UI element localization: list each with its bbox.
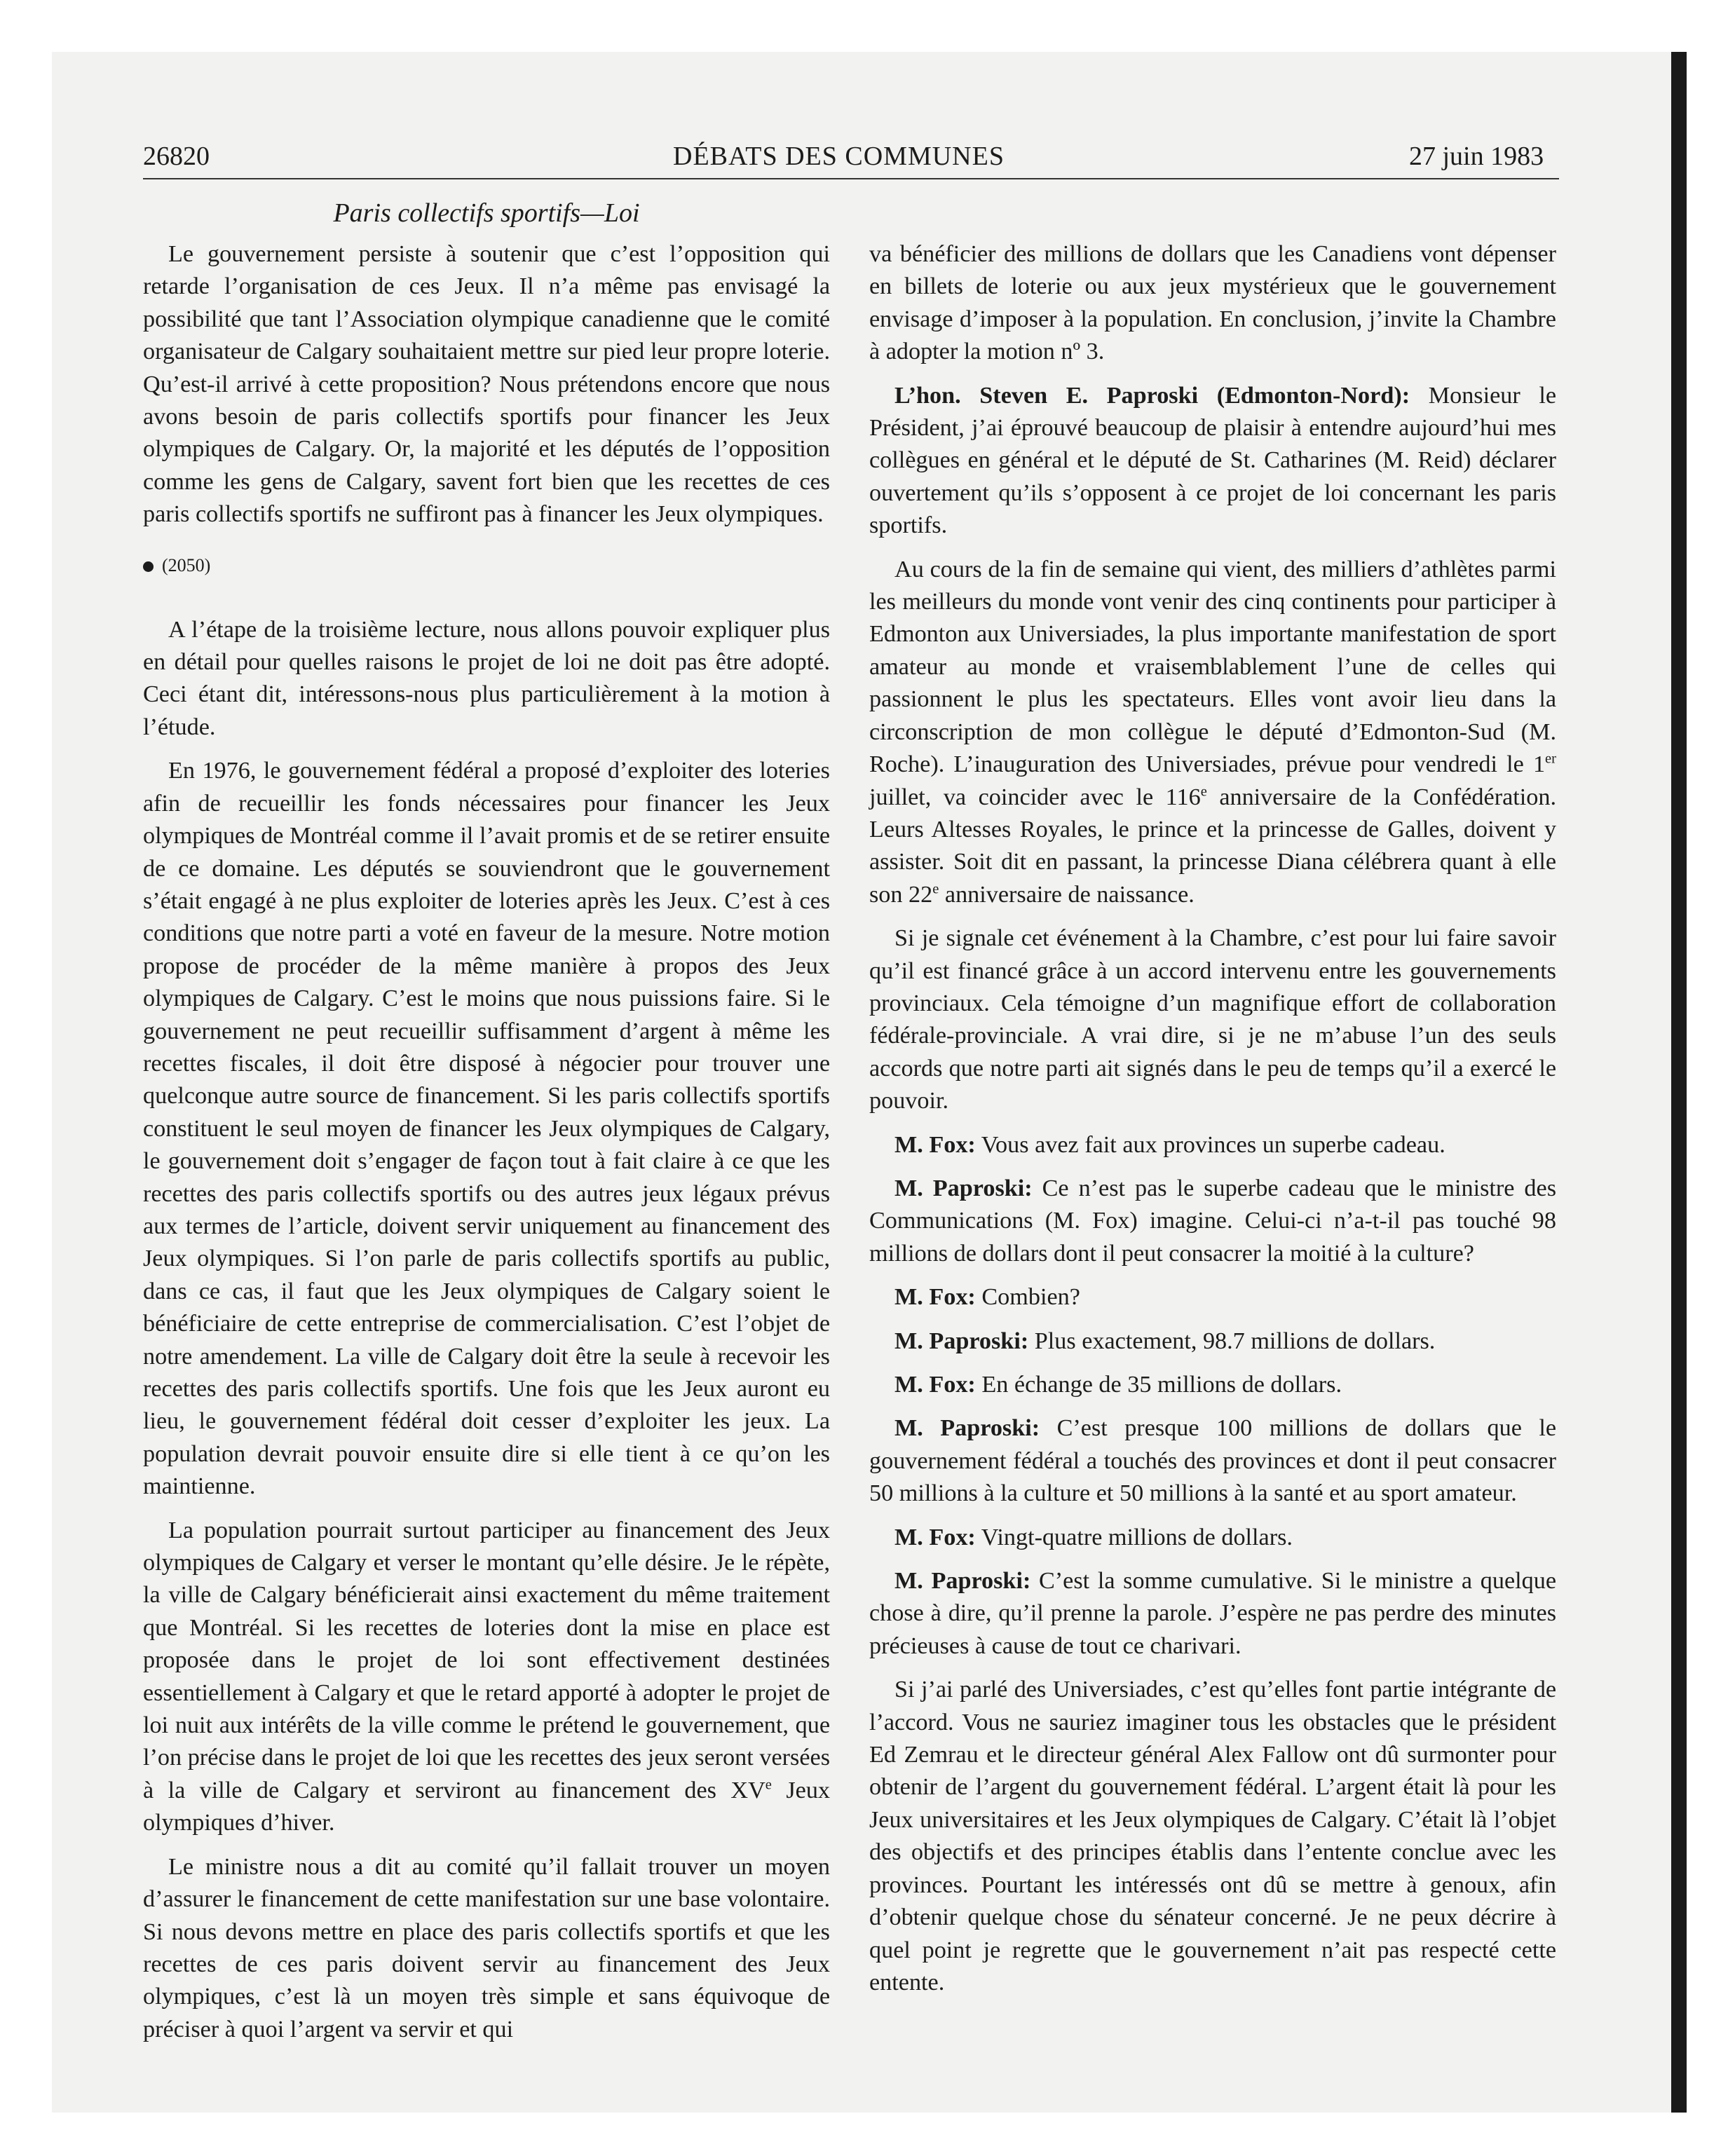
superscript: e [765, 1777, 772, 1793]
speech [869, 1173, 1556, 1270]
running-title: DÉBATS DES COMMUNES [673, 142, 1005, 171]
speech [869, 1281, 1556, 1314]
speech [869, 1565, 1556, 1663]
issue-date: 27 juin 1983 [1409, 142, 1544, 171]
superscript: er [1545, 751, 1556, 767]
speech [869, 1325, 1556, 1358]
paragraph [869, 554, 1556, 911]
page-edge-shadow [1671, 52, 1687, 2113]
speech [869, 380, 1556, 543]
paragraph-text: Jeux olympiques d’hiver. [143, 1777, 831, 1836]
section-title: Paris collectifs sportifs—Loi [333, 198, 640, 228]
paragraph-text: anniversaire de naissance. [939, 881, 1195, 908]
paragraph: va bénéficier des millions de dollars que les Canadiens vont dépenser en billets de loterie ou aux jeux mystérieux que le gouvernement envisage d’imposer à la population. En conclusion, j’invite la Chambre à adopter la motion nº 3. [869, 241, 1556, 365]
superscript: e [932, 881, 939, 897]
speaker-name: M. Fox: [894, 1131, 976, 1158]
paragraph: Le gouvernement persiste à soutenir que c’est l’opposition qui retarde l’organisation de ces Jeux. Il n’a même pas envisagé la possibilité que tant l’Association olympique canadienne que le comité organisateur de Calgary souhaitaient mettre sur pied leur propre loterie. Qu’est-il arrivé à cette proposition? Nous prétendons encore que nous avons besoin de paris collectifs sportifs pour financer les Jeux olympiques de Calgary. Or, la majorité et les députés de l’opposition comme les gens de Calgary, savent fort bien que les recettes de ces paris collectifs sportifs ne suffiront pas à financer les Jeux olympiques. [143, 241, 830, 528]
speech-text: Plus exactement, 98.7 millions de dollars. [1028, 1328, 1436, 1354]
paragraph: A l’étape de la troisième lecture, nous allons pouvoir expliquer plus en détail pour quelles raisons le projet de loi ne doit pas être adopté. Ceci étant dit, intéressons-nous plus particulièrement à la motion à l’étude. [143, 616, 830, 740]
speech-text: C’est la somme cumulative. Si le ministre a quelque chose à dire, qu’il prenne la parole. J’espère ne pas perdre des minutes précieuses à cause de tout ce charivari. [869, 1568, 1557, 1659]
paragraph [143, 1515, 830, 1840]
paragraph-text: Au cours de la fin de semaine qui vient, des milliers d’athlètes parmi les meilleurs du monde vont venir des cinq continents pour participer à Edmonton aux Universiades, la plus importante manifestation de sport amateur au monde et vraisemblablement l’une de celles qui passionnent le plus les spectateurs. Elles vont avoir lieu dans la circonscription de mon collègue le député d’Edmonton-Sud (M. Roche). L’inauguration des Universiades, prévue pour vendredi le 1 [869, 556, 1556, 778]
bullet-icon [143, 561, 154, 572]
speaker-name: M. Fox: [894, 1524, 976, 1550]
page-number: 26820 [143, 142, 210, 171]
header-rule [143, 178, 1559, 179]
left-column [143, 238, 830, 2057]
speaker-name: M. Paproski: [894, 1415, 1040, 1442]
paragraph-text: juillet, va coincider avec le 116 [869, 784, 1201, 810]
paragraph: Si je signale cet événement à la Chambre, c’est pour lui faire savoir qu’il est financé grâce à un accord intervenu entre les gouvernements provinciaux. Cela témoigne d’un magnifique effort de collaboration fédérale-provinciale. A vrai dire, si je ne m’abuse l’un des seuls accords que notre parti ait signés dans le peu de temps qu’il a exercé le pouvoir. [869, 925, 1556, 1114]
paragraph-text: La population pourrait surtout participer au financement des Jeux olympiques de Calgary et verser le montant qu’elle désire. Je le répète, la ville de Calgary bénéficierait ainsi exactement du même traitement que Montréal. Si les recettes de loteries dont la mise en place est proposée dans le projet de loi sont effectivement destinées essentiellement à Calgary et que le retard apporté à adopter le projet de loi nuit aux intérêts de la ville comme le prétend le gouvernement, que l’on précise dans le projet de loi que les recettes des jeux seront versées à la ville de Calgary et serviront au financement des XV [143, 1517, 830, 1803]
speaker-name: M. Paproski: [894, 1328, 1029, 1354]
speech [869, 1412, 1556, 1510]
paragraph: Si j’ai parlé des Universiades, c’est qu’elles font partie intégrante de l’accord. Vous ne sauriez imaginer tous les obstacles que le président Ed Zemrau et le directeur général Alex Fallow ont dû surmonter pour obtenir de l’argent du gouvernement fédéral. L’argent était là pour les Jeux universitaires et les Jeux olympiques de Calgary. C’était là l’objet des objectifs et des principes établis dans l’entente conclue avec les provinces. Pourtant les intéressés ont dû se mettre à genoux, afin d’obtenir quelque chose du sénateur concerné. Je ne peux décrire à quel point je regrette que le gouvernement n’ait pas respecté cette entente. [869, 1677, 1556, 1995]
time-marker [143, 554, 830, 575]
speech-text: Vingt-quatre millions de dollars. [975, 1524, 1293, 1550]
superscript: e [1200, 784, 1207, 800]
speech [869, 1129, 1556, 1161]
speaker-name: M. Fox: [894, 1284, 976, 1311]
speaker-name: M. Paproski: [894, 1175, 1033, 1201]
time-marker-label: (2050) [162, 554, 211, 575]
speech [869, 1369, 1556, 1401]
speech-text: C’est presque 100 millions de dollars que le gouvernement fédéral a touchés des provinces et dont il peut consacrer 50 millions à la culture et 50 millions à la santé et au sport amateur. [869, 1415, 1556, 1507]
speech-text: Monsieur le Président, j’ai éprouvé beaucoup de plaisir à entendre aujourd’hui mes collègues en général et le député de St. Catharines (M. Reid) déclarer ouvertement qu’ils s’opposent à ce projet de loi concernant les paris sportifs. [869, 382, 1557, 539]
speaker-name: M. Fox: [894, 1372, 976, 1398]
paragraph-text: anniversaire de la Confédération. Leurs Altesses Royales, le prince et la princesse de Galles, doivent y assister. Soit dit en passant, la princesse Diana célébrera quant à elle son 22 [869, 784, 1556, 908]
speech-text: Combien? [975, 1284, 1080, 1311]
speech-text: Vous avez fait aux provinces un superbe cadeau. [975, 1131, 1445, 1158]
right-column [869, 238, 1556, 2010]
speech [869, 1522, 1556, 1554]
paragraph: En 1976, le gouvernement fédéral a proposé d’exploiter des loteries afin de recueillir les fonds nécessaires pour financer les Jeux olympiques de Montréal comme il l’avait promis et de se retirer ensuite de ce domaine. Les députés se souviendront que le gouvernement s’était engagé à ne plus exploiter de loteries après les Jeux. C’est à ces conditions que notre parti a voté en faveur de la mesure. Notre motion propose de procéder de la même manière à propos des Jeux olympiques de Calgary. C’est le moins que nous puissions faire. Si le gouvernement ne peut recueillir suffisamment d’argent à même les recettes fiscales, il doit être disposé à négocier pour trouver une quelconque autre source de financement. Si les paris collectifs sportifs constituent le seul moyen de financer les Jeux olympiques de Calgary, le gouvernement doit s’engager de façon tout à fait claire à ce que les recettes des paris collectifs sportifs ou des autres jeux légaux prévus aux termes de l’article, doivent servir uniquement au financement des Jeux olympiques. Si l’on parle de paris collectifs sportifs au public, dans ce cas, il faut que les Jeux olympiques de Calgary soient le bénéficiaire de cette entreprise de commercialisation. C’est l’objet de notre amendement. La ville de Calgary doit être la seule à recevoir les recettes des paris collectifs sportifs. Une fois que les Jeux auront eu lieu, le gouvernement fédéral doit cesser d’exploiter les jeux. La population devrait pouvoir ensuite dire si elle tient à ce qu’on les maintienne. [143, 758, 830, 1500]
speaker-name: L’hon. Steven E. Paproski (Edmonton-Nord): [894, 382, 1410, 409]
paragraph: Le ministre nous a dit au comité qu’il fallait trouver un moyen d’assurer le financement de cette manifestation sur une base volontaire. Si nous devons mettre en place des paris collectifs sportifs et que les recettes de ces paris doivent servir au financement des Jeux olympiques, c’est là un moyen très simple et sans équivoque de préciser à quoi l’argent va servir et qui [143, 1853, 830, 2042]
speech-text: Ce n’est pas le superbe cadeau que le ministre des Communications (M. Fox) imagine. Celui-ci n’a-t-il pas touché 98 millions de dollars dont il peut consacrer la moitié à la culture? [869, 1175, 1556, 1267]
speaker-name: M. Paproski: [894, 1568, 1031, 1595]
speech-text: En échange de 35 millions de dollars. [975, 1372, 1342, 1398]
